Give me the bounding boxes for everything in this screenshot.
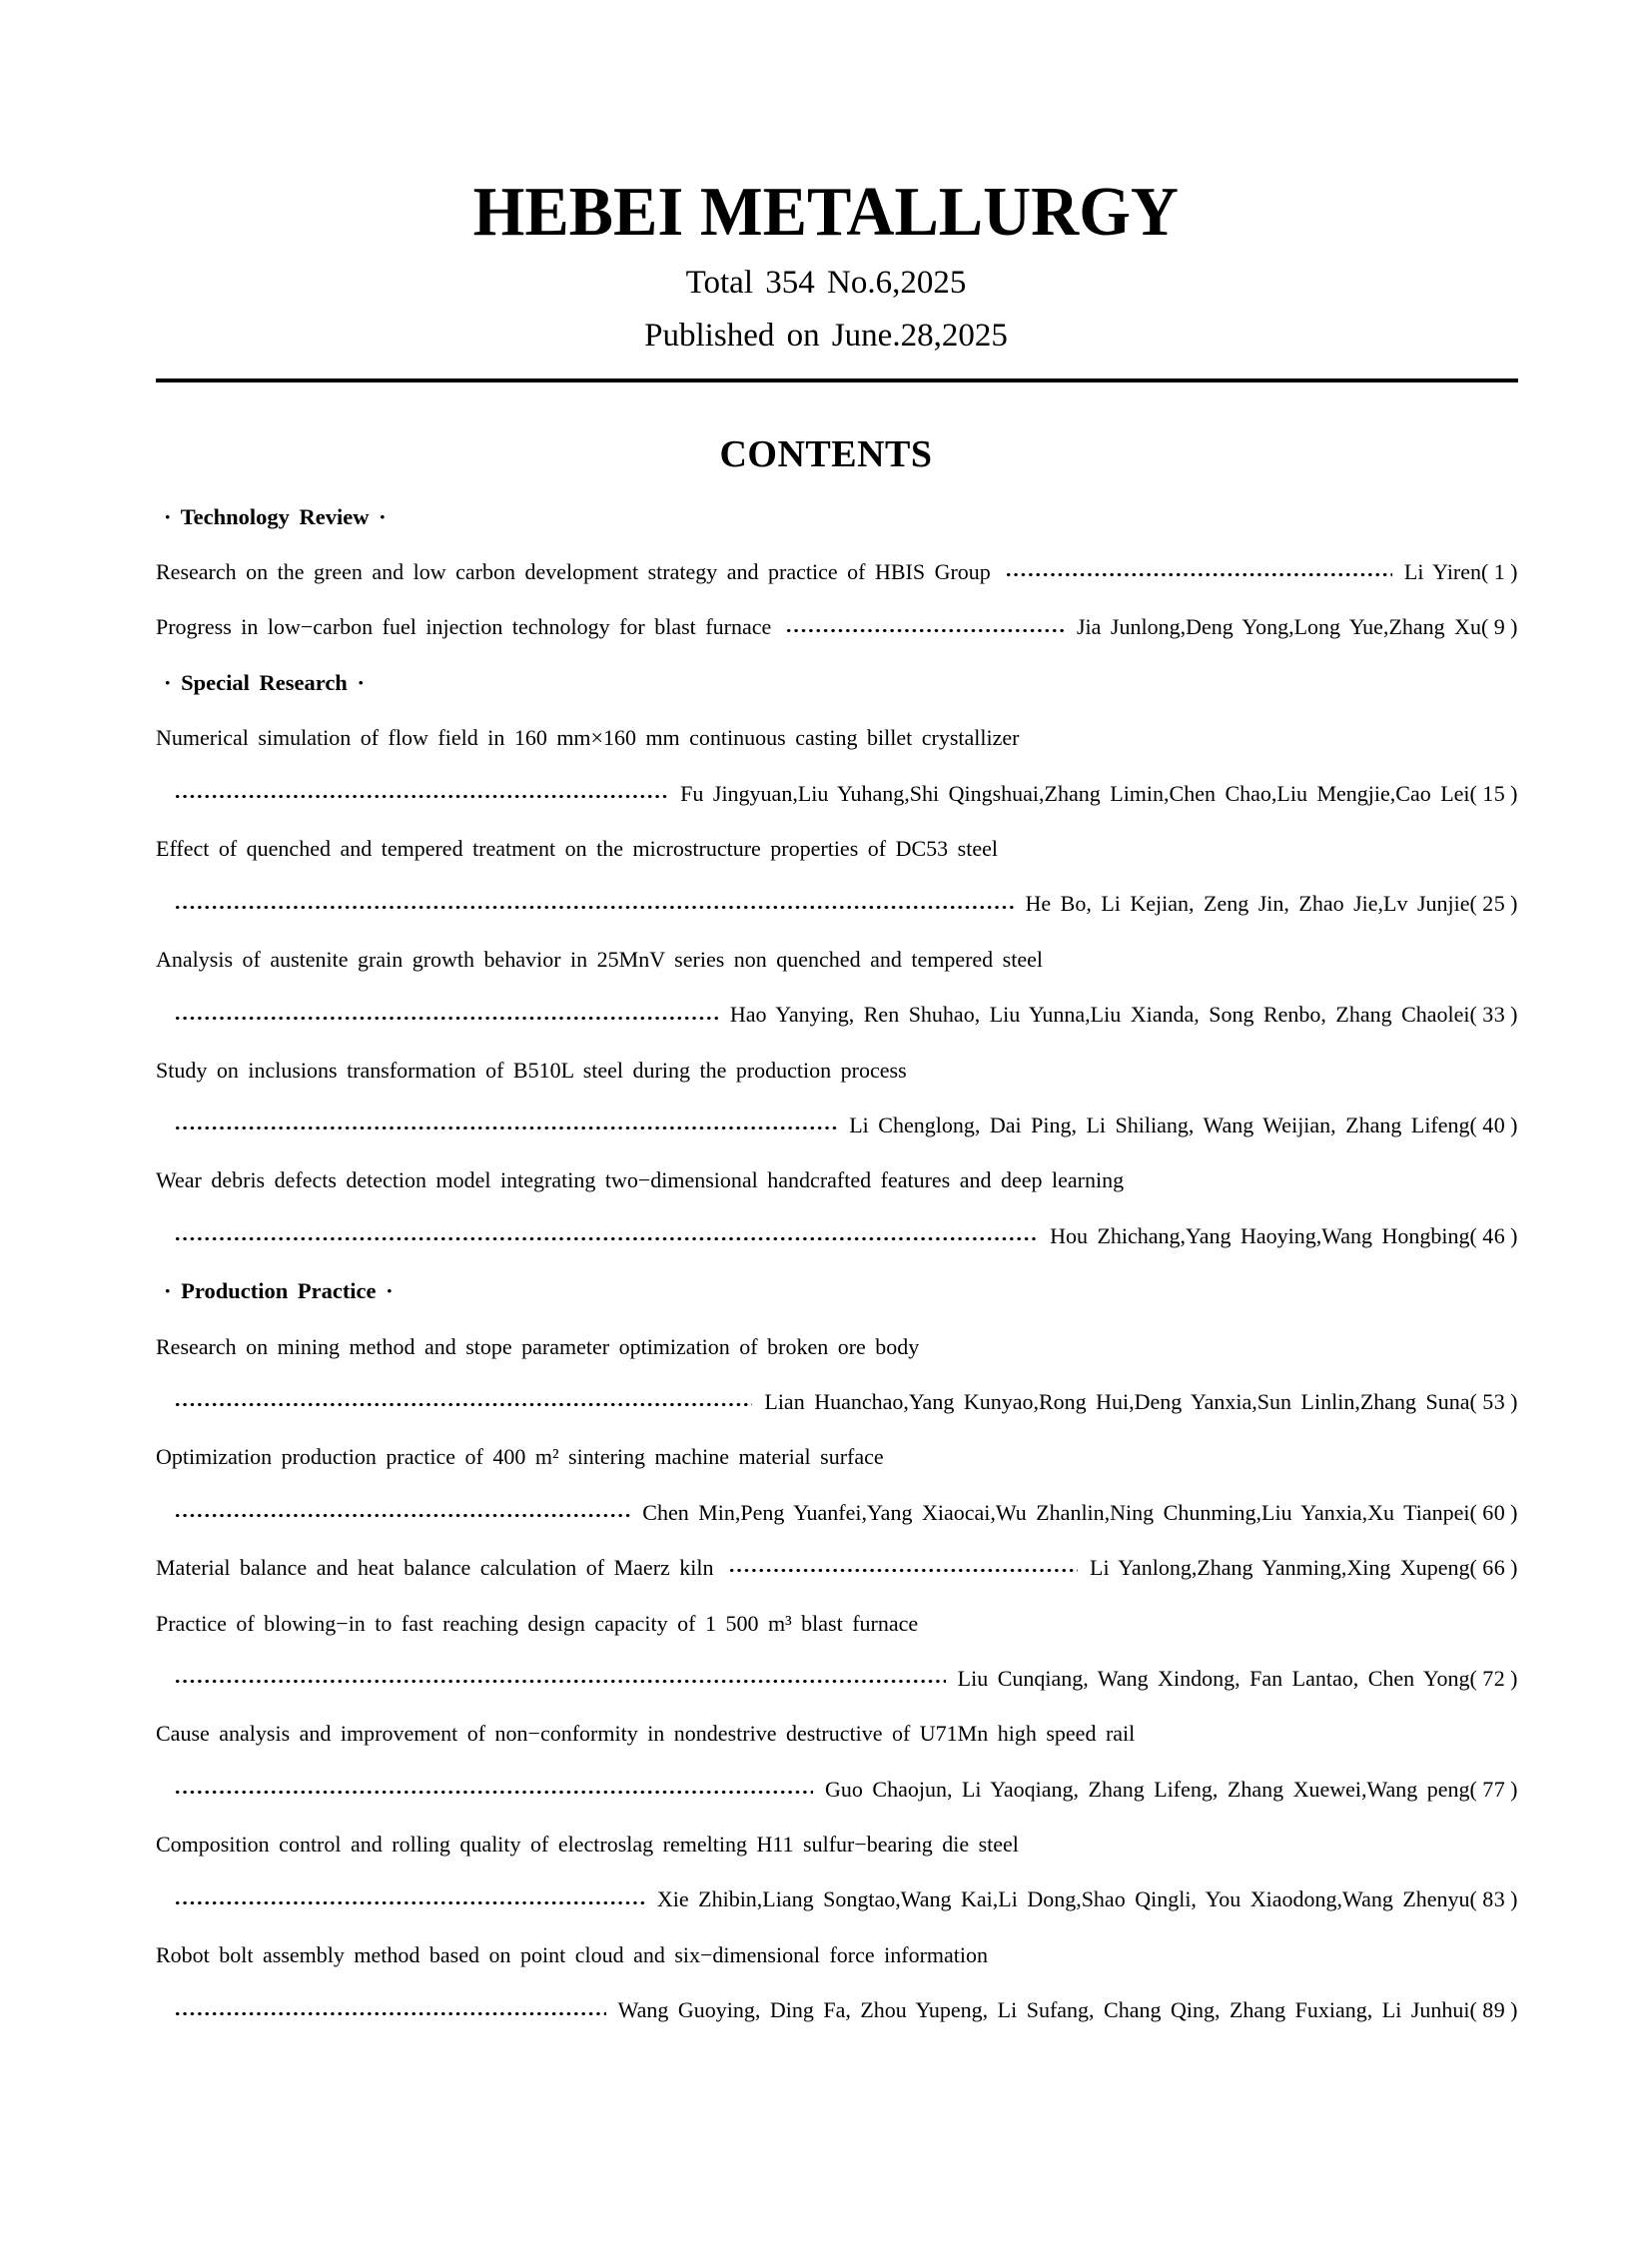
entry-authors: Hou Zhichang,Yang Haoying,Wang Hongbing bbox=[1050, 1222, 1470, 1248]
entry-byline bbox=[1026, 891, 1519, 917]
entry-page-number: ( 89 ) bbox=[1469, 1997, 1518, 2023]
entry-authors: Chen Min,Peng Yuanfei,Yang Xiaocai,Wu Zhanlin,Ning Chunming,Liu Yanxia,Xu Tianpei bbox=[642, 1499, 1470, 1525]
entry-authors: Xie Zhibin,Liang Songtao,Wang Kai,Li Dong,Shao Qingli, You Xiaodong,Wang Zhenyu bbox=[656, 1886, 1470, 1912]
toc-section-header bbox=[156, 1263, 1518, 1318]
toc-entry-title-row bbox=[156, 711, 1518, 766]
toc-entry-leader-row bbox=[156, 1374, 1518, 1429]
toc-entry-title-row bbox=[156, 1430, 1518, 1485]
dot-leader bbox=[785, 600, 1065, 655]
dot-leader bbox=[174, 1983, 606, 2038]
journal-header bbox=[0, 0, 1652, 355]
dot-leader bbox=[174, 1762, 813, 1817]
entry-byline bbox=[825, 1777, 1518, 1803]
toc-entry-row bbox=[156, 600, 1518, 655]
entry-authors: Hao Yanying, Ren Shuhao, Liu Yunna,Liu Xianda, Song Renbo, Zhang Chaolei bbox=[729, 1002, 1470, 1028]
dot-leader bbox=[174, 766, 668, 821]
entry-page-number: ( 72 ) bbox=[1469, 1665, 1518, 1691]
toc-entry-leader-row bbox=[156, 1651, 1518, 1706]
entry-byline bbox=[1090, 1555, 1518, 1581]
toc-entry-leader-row bbox=[156, 1208, 1518, 1263]
entry-title: Practice of blowing−in to fast reaching design capacity of 1 500 m³ blast furnace bbox=[156, 1610, 919, 1636]
entry-page-number: ( 15 ) bbox=[1469, 780, 1518, 806]
entry-byline bbox=[958, 1666, 1518, 1692]
entry-title: Robot bolt assembly method based on point cloud and six−dimensional force information bbox=[156, 1941, 989, 1967]
entry-authors: Lian Huanchao,Yang Kunyao,Rong Hui,Deng Yanxia,Sun Linlin,Zhang Suna bbox=[764, 1388, 1470, 1414]
entry-page-number: ( 53 ) bbox=[1469, 1388, 1518, 1414]
entry-title: Research on mining method and stope parameter optimization of broken ore body bbox=[156, 1333, 920, 1359]
dot-leader bbox=[174, 1872, 645, 1927]
dot-leader bbox=[174, 877, 1014, 932]
toc-entry-title-row bbox=[156, 821, 1518, 876]
toc-entry-leader-row bbox=[156, 988, 1518, 1043]
section-label: · Production Practice · bbox=[164, 1278, 394, 1304]
toc-entry-title-row bbox=[156, 1596, 1518, 1651]
entry-byline bbox=[849, 1113, 1518, 1138]
toc-entry-title-row bbox=[156, 1707, 1518, 1762]
entry-page-number: ( 9 ) bbox=[1481, 614, 1518, 640]
toc-entry-leader-row bbox=[156, 1762, 1518, 1817]
entry-title: Study on inclusions transformation of B510L steel during the production process bbox=[156, 1057, 907, 1083]
entry-authors: Fu Jingyuan,Liu Yuhang,Shi Qingshuai,Zhang Limin,Chen Chao,Liu Mengjie,Cao Lei bbox=[680, 780, 1470, 806]
entry-authors: Jia Junlong,Deng Yong,Long Yue,Zhang Xu bbox=[1076, 614, 1482, 640]
entry-title: Optimization production practice of 400 m² sintering machine material surface bbox=[156, 1444, 884, 1470]
entry-byline bbox=[1050, 1223, 1518, 1249]
dot-leader bbox=[1005, 544, 1392, 599]
dot-leader bbox=[728, 1540, 1079, 1595]
entry-title: Research on the green and low carbon development strategy and practice of HBIS Group bbox=[156, 559, 991, 585]
entry-authors: Li Yanlong,Zhang Yanming,Xing Xupeng bbox=[1090, 1555, 1470, 1581]
entry-authors: Liu Cunqiang, Wang Xindong, Fan Lantao, Chen Yong bbox=[957, 1665, 1470, 1691]
entry-authors: He Bo, Li Kejian, Zeng Jin, Zhao Jie,Lv Junjie bbox=[1025, 891, 1470, 917]
toc-entry-leader-row bbox=[156, 1485, 1518, 1540]
entry-authors: Guo Chaojun, Li Yaoqiang, Zhang Lifeng, Zhang Xuewei,Wang peng bbox=[825, 1776, 1470, 1802]
toc-entry-title-row bbox=[156, 1927, 1518, 1982]
toc-section-header bbox=[156, 489, 1518, 544]
dot-leader bbox=[174, 1098, 837, 1152]
entry-title: Composition control and rolling quality of electroslag remelting H11 sulfur−bearing die steel bbox=[156, 1832, 1019, 1858]
entry-page-number: ( 60 ) bbox=[1469, 1499, 1518, 1525]
dot-leader bbox=[174, 1485, 630, 1540]
entry-title: Cause analysis and improvement of non−conformity in nondestrive destructive of U71Mn high speed rail bbox=[156, 1721, 1136, 1747]
published-date-line: Published on June.28,2025 bbox=[644, 318, 1008, 354]
entry-byline bbox=[618, 1997, 1518, 2023]
section-label: · Special Research · bbox=[164, 669, 365, 695]
entry-byline bbox=[764, 1389, 1518, 1415]
entry-page-number: ( 1 ) bbox=[1481, 559, 1518, 585]
entry-byline bbox=[730, 1002, 1518, 1028]
header-rule bbox=[156, 378, 1518, 382]
entry-byline bbox=[1404, 559, 1518, 585]
entry-byline bbox=[680, 781, 1518, 807]
entry-title: Effect of quenched and tempered treatment on the microstructure properties of DC53 steel bbox=[156, 836, 998, 862]
toc bbox=[156, 489, 1518, 2038]
dot-leader bbox=[174, 988, 718, 1043]
entry-page-number: ( 25 ) bbox=[1469, 891, 1518, 917]
toc-entry-leader-row bbox=[156, 1098, 1518, 1152]
entry-page-number: ( 77 ) bbox=[1469, 1776, 1518, 1802]
entry-byline bbox=[1077, 614, 1518, 640]
contents-heading: CONTENTS bbox=[719, 433, 933, 475]
toc-entry-leader-row bbox=[156, 877, 1518, 932]
entry-title: Wear debris defects detection model integrating two−dimensional handcrafted features and deep learning bbox=[156, 1167, 1125, 1193]
entry-title: Numerical simulation of flow field in 160 mm×160 mm continuous casting billet crystallizer bbox=[156, 725, 1020, 751]
issue-line: Total 354 No.6,2025 bbox=[685, 265, 967, 301]
entry-page-number: ( 46 ) bbox=[1469, 1222, 1518, 1248]
toc-entry-leader-row bbox=[156, 1983, 1518, 2038]
dot-leader bbox=[174, 1208, 1038, 1263]
entry-page-number: ( 33 ) bbox=[1469, 1002, 1518, 1028]
entry-title: Analysis of austenite grain growth behavior in 25MnV series non quenched and tempered steel bbox=[156, 946, 1043, 972]
toc-entry-title-row bbox=[156, 932, 1518, 987]
toc-entry-title-row bbox=[156, 1319, 1518, 1374]
entry-authors: Wang Guoying, Ding Fa, Zhou Yupeng, Li Sufang, Chang Qing, Zhang Fuxiang, Li Junhui bbox=[617, 1997, 1470, 2023]
entry-title: Progress in low−carbon fuel injection technology for blast furnace bbox=[156, 614, 772, 640]
dot-leader bbox=[174, 1651, 946, 1706]
entry-byline bbox=[657, 1886, 1518, 1912]
toc-entry-title-row bbox=[156, 1817, 1518, 1871]
entry-title: Material balance and heat balance calculation of Maerz kiln bbox=[156, 1555, 714, 1581]
toc-entry-leader-row bbox=[156, 766, 1518, 821]
dot-leader bbox=[174, 1374, 752, 1429]
toc-section-header bbox=[156, 655, 1518, 710]
entry-page-number: ( 66 ) bbox=[1469, 1555, 1518, 1581]
toc-entry-row bbox=[156, 544, 1518, 599]
entry-authors: Li Yiren bbox=[1403, 559, 1482, 585]
toc-entry-leader-row bbox=[156, 1872, 1518, 1927]
journal-title: HEBEI METALLURGY bbox=[472, 174, 1180, 251]
toc-entry-row bbox=[156, 1540, 1518, 1595]
entry-authors: Li Chenglong, Dai Ping, Li Shiliang, Wang Weijian, Zhang Lifeng bbox=[849, 1112, 1470, 1137]
entry-page-number: ( 83 ) bbox=[1469, 1886, 1518, 1912]
section-label: · Technology Review · bbox=[164, 503, 387, 529]
toc-entry-title-row bbox=[156, 1153, 1518, 1208]
entry-page-number: ( 40 ) bbox=[1469, 1112, 1518, 1137]
toc-entry-title-row bbox=[156, 1043, 1518, 1098]
entry-byline bbox=[642, 1500, 1518, 1526]
